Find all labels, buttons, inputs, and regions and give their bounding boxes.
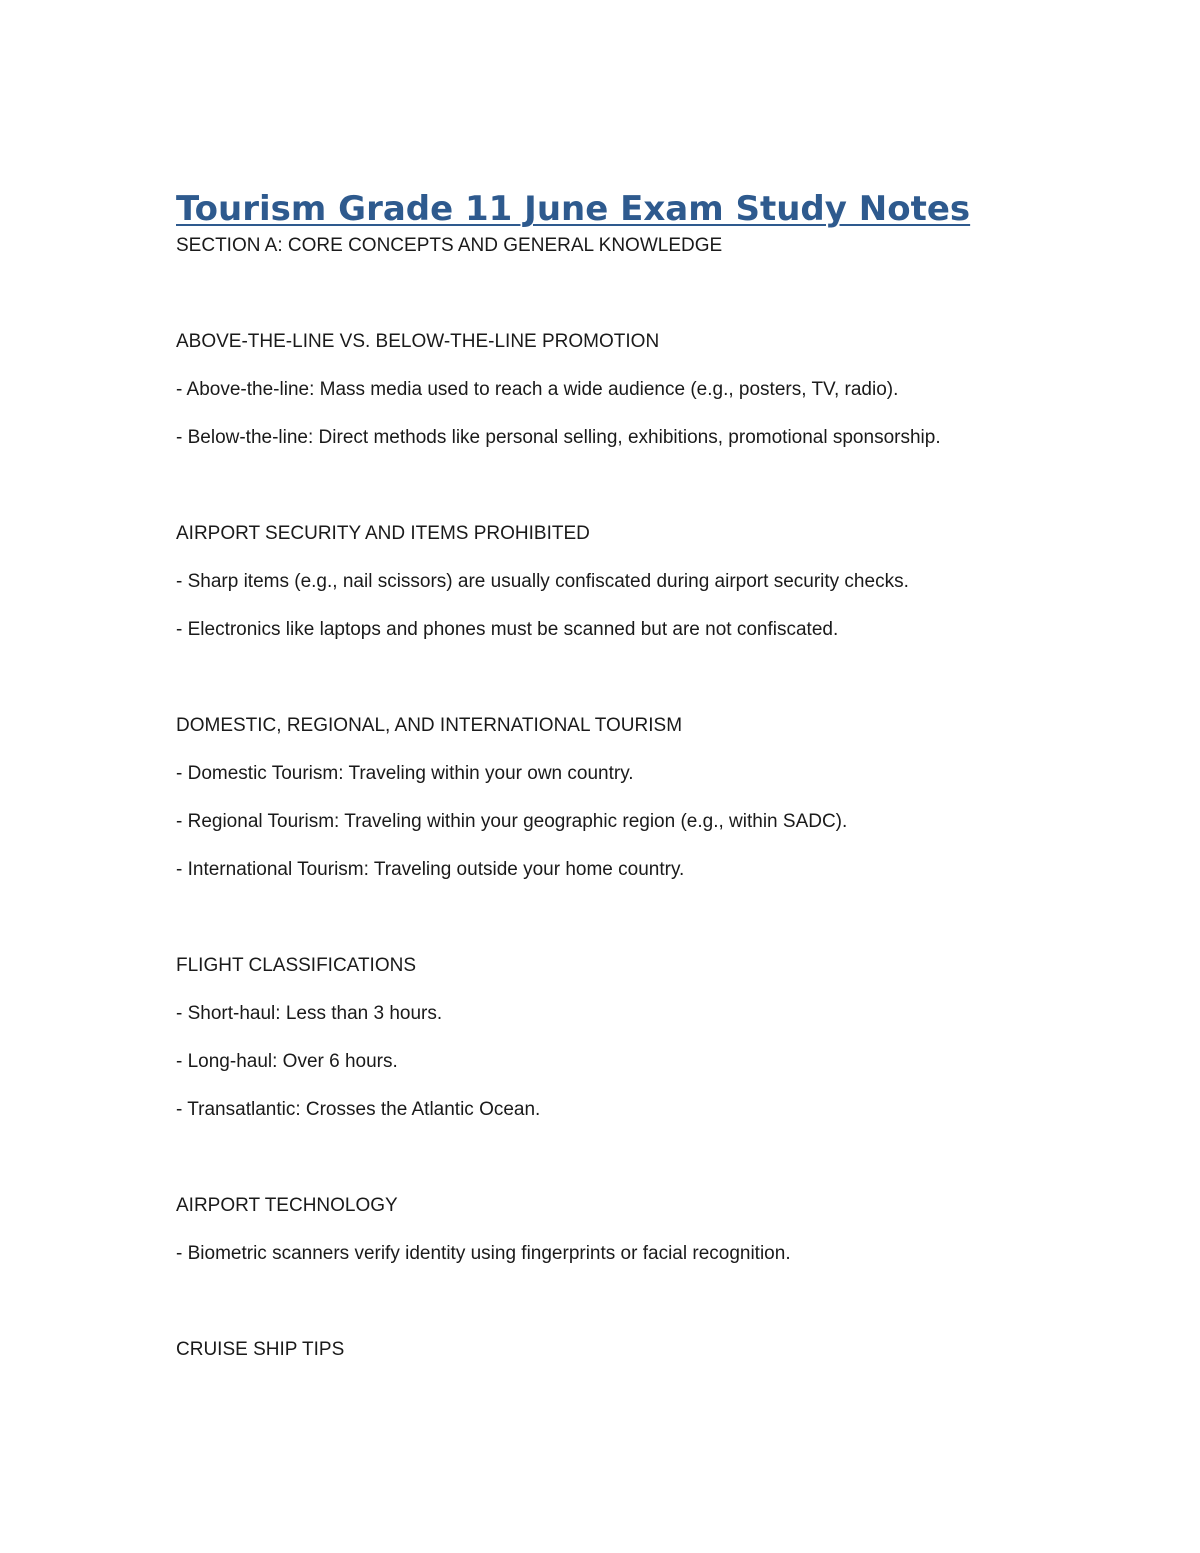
section-heading: FLIGHT CLASSIFICATIONS [176,955,417,976]
section-a-subtitle: SECTION A: CORE CONCEPTS AND GENERAL KNOWLEDGE [176,235,723,256]
section-cruise-ship-tips [176,1336,1036,1364]
list-item: - Domestic Tourism: Traveling within your own country. [176,763,634,784]
section-tourism-types [176,712,1036,884]
document-page [176,186,1036,1384]
list-item: - Below-the-line: Direct methods like personal selling, exhibitions, promotional sponsorship. [176,427,941,448]
list-item: - Above-the-line: Mass media used to reach a wide audience (e.g., posters, TV, radio). [176,379,899,400]
list-item: - Regional Tourism: Traveling within your geographic region (e.g., within SADC). [176,811,848,832]
section-airport-technology [176,1192,1036,1268]
section-flight-classifications [176,952,1036,1124]
section-promotion [176,328,1036,452]
list-item: - Long-haul: Over 6 hours. [176,1051,398,1072]
list-item: - Biometric scanners verify identity using fingerprints or facial recognition. [176,1243,791,1264]
section-airport-security [176,520,1036,644]
section-heading: ABOVE-THE-LINE VS. BELOW-THE-LINE PROMOTION [176,331,660,352]
list-item: - Transatlantic: Crosses the Atlantic Ocean. [176,1099,541,1120]
section-heading: CRUISE SHIP TIPS [176,1339,345,1360]
section-heading: AIRPORT SECURITY AND ITEMS PROHIBITED [176,523,590,544]
document-title: Tourism Grade 11 June Exam Study Notes [176,189,971,229]
list-item: - Sharp items (e.g., nail scissors) are usually confiscated during airport security checks. [176,571,909,592]
section-heading: DOMESTIC, REGIONAL, AND INTERNATIONAL TOURISM [176,715,683,736]
section-heading: AIRPORT TECHNOLOGY [176,1195,398,1216]
list-item: - International Tourism: Traveling outside your home country. [176,859,685,880]
list-item: - Short-haul: Less than 3 hours. [176,1003,443,1024]
list-item: - Electronics like laptops and phones must be scanned but are not confiscated. [176,619,839,640]
